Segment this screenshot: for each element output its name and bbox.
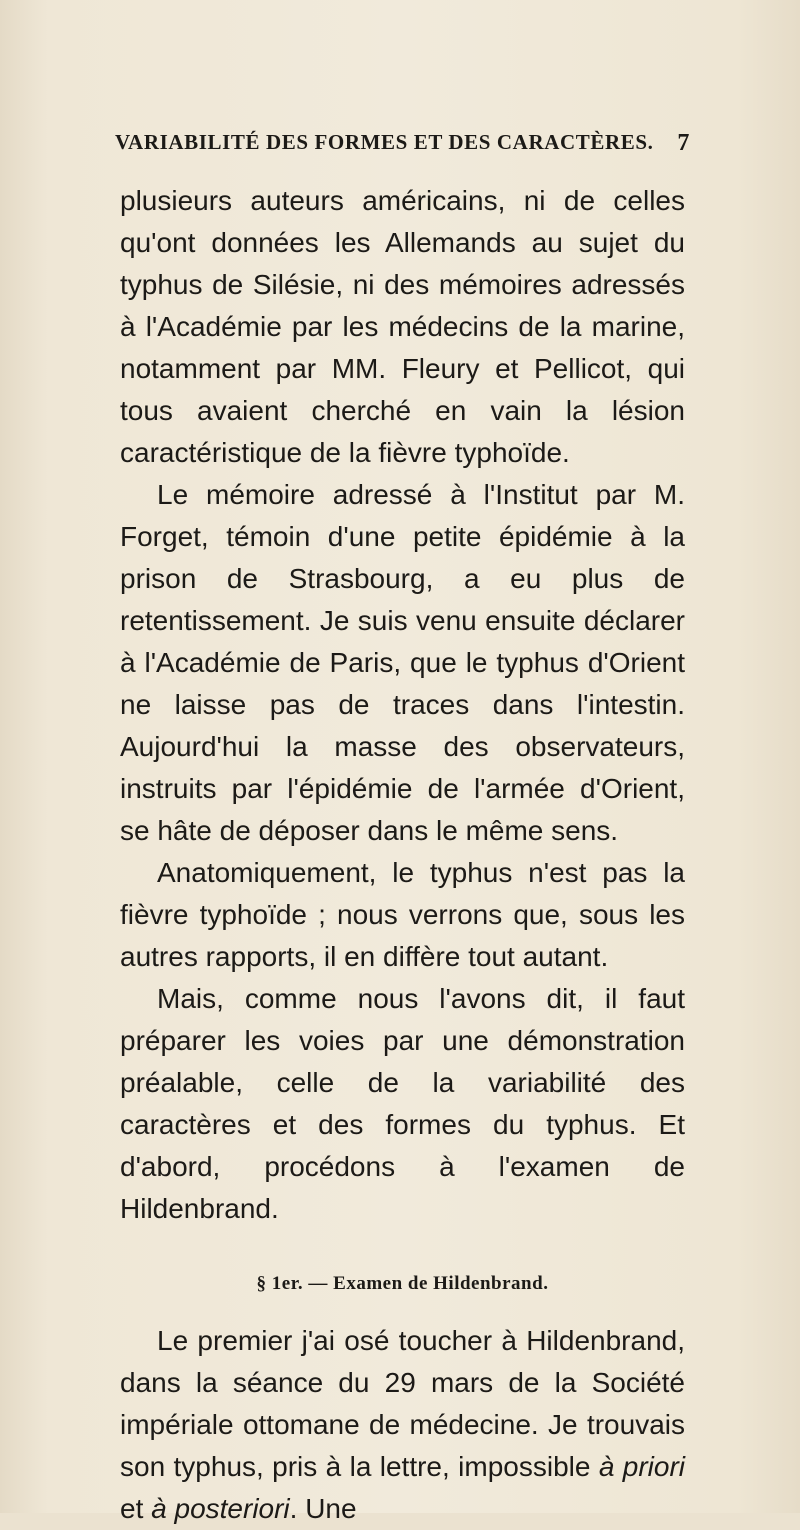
paragraph-5-text-a: Le premier j'ai osé toucher à Hildenbrand, dans la séance du 29 mars de la Société impériale ottomane de médecine. Je trouvais son typhus, pris à la lettre, impossible xyxy=(120,1325,685,1482)
section-heading: § 1er. — Examen de Hildenbrand. xyxy=(256,1273,549,1294)
running-head: VARIABILITÉ DES FORMES ET DES CARACTÈRES. xyxy=(115,130,654,154)
paragraph-2: Le mémoire adressé à l'Institut par M. Forget, témoin d'une petite épidémie à la prison de Strasbourg, a eu plus de retentissement. Je suis venu ensuite déclarer à l'Académie de Paris, que le typhus d'Orient ne laisse pas de traces dans l'intestin. Aujourd'hui la masse des observateurs, instruits par l'épidémie de l'armée d'Orient, se hâte de déposer dans le même sens. xyxy=(120,479,685,846)
paragraph-1: plusieurs auteurs américains, ni de celles qu'ont données les Allemands au sujet du typhus de Silésie, ni des mémoires adressés à l'Académie par les médecins de la marine, notamment par MM. Fleury et Pellicot, qui tous avaient cherché en vain la lésion caractéristique de la fièvre typhoïde. xyxy=(120,185,685,468)
paragraph-3: Anatomiquement, le typhus n'est pas la fièvre typhoïde ; nous verrons que, sous les autres rapports, il en diffère tout autant. xyxy=(120,857,685,972)
page-header xyxy=(115,130,690,162)
page-number: 7 xyxy=(677,130,690,156)
paragraph-5 xyxy=(120,1320,685,1530)
paragraph-5-text-b: et xyxy=(120,1493,152,1524)
paragraph-5-text-c: . Une xyxy=(289,1493,357,1524)
paragraph-4: Mais, comme nous l'avons dit, il faut préparer les voies par une démonstration préalable, celle de la variabilité des caractères et des formes du typhus. Et d'abord, procédons à l'examen de Hildenbrand. xyxy=(120,983,685,1224)
italic-a-priori: à priori xyxy=(598,1451,685,1482)
page-body xyxy=(120,180,685,1530)
italic-a-posteriori: à posteriori xyxy=(151,1493,290,1524)
